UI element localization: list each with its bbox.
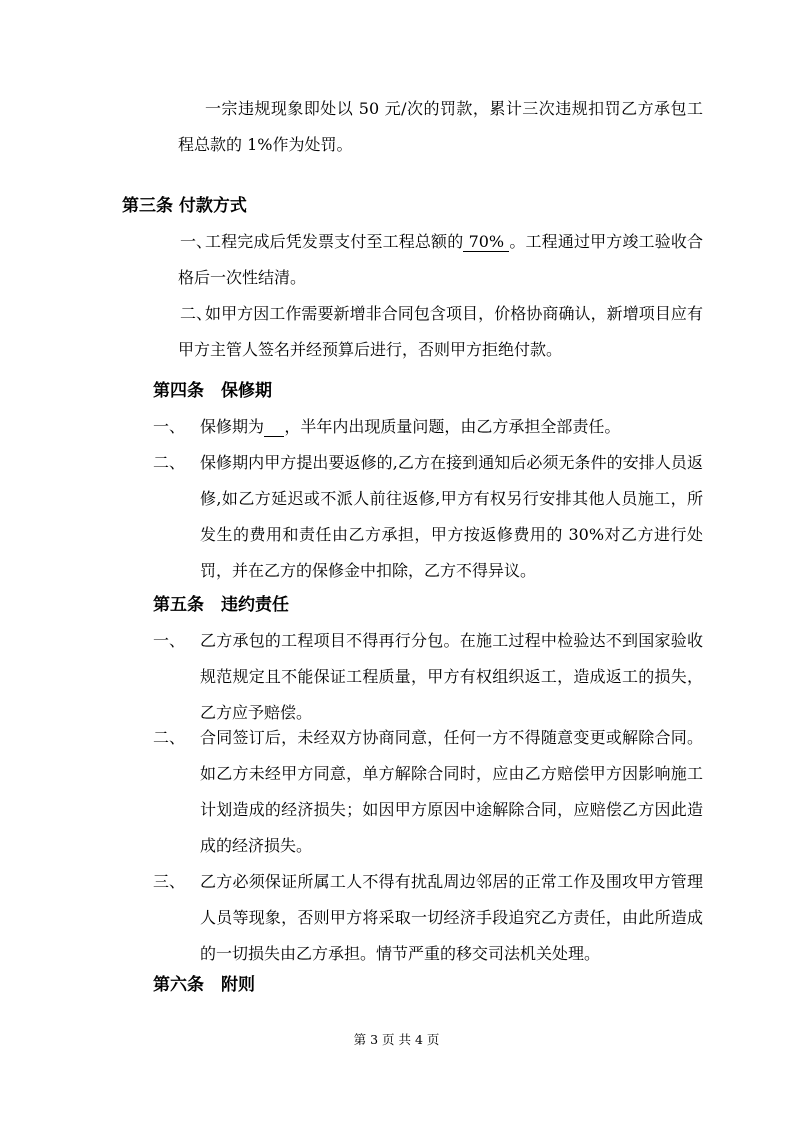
item-text: 保修期内甲方提出要返修的,乙方在接到通知后必须无条件的安排人员返修,如乙方延迟或不派人前往返修,甲方有权另行安排其他人员施工，所发生的费用和责任由乙方承担，甲方按返修费用的 30%对乙方进行处罚，并在乙方的保修金中扣除，乙方不得异议。 [200, 453, 703, 580]
item-text: 。工程通过甲方竣工验收合格后一次性结清。 [178, 232, 703, 287]
section-heading-warranty: 第四条 保修期 [153, 381, 272, 401]
list-item [153, 864, 703, 972]
item-text: ，半年内出现质量问题，由乙方承担全部责任。 [284, 417, 621, 436]
section-heading-breach-liability: 第五条 违约责任 [153, 595, 289, 615]
item-number: 二、 [153, 728, 186, 747]
list-item [153, 445, 703, 589]
item-text: 乙方承包的工程项目不得再行分包。在施工过程中检验达不到国家验收规范规定且不能保证工程质量，甲方有权组织返工，造成返工的损失，乙方应予赔偿。 [200, 631, 703, 722]
item-number: 二、 [180, 304, 213, 323]
underlined-value: 70% [463, 232, 510, 251]
list-item [178, 224, 703, 296]
continuation-paragraph: 一宗违规现象即处以 50 元/次的罚款，累计三次违规扣罚乙方承包工程总款的 1%作为处罚。 [178, 99, 703, 154]
item-number: 一、 [180, 232, 213, 251]
item-text: 乙方必须保证所属工人不得有扰乱周边邻居的正常工作及围攻甲方管理人员等现象，否则甲方将采取一切经济手段追究乙方责任，由此所造成的一切损失由乙方承担。情节严重的移交司法机关处理。 [200, 872, 703, 963]
item-text: 工程完成后凭发票支付至工程总额的 [205, 232, 464, 251]
item-text: 合同签订后，未经双方协商同意，任何一方不得随意变更或解除合同。如乙方未经甲方同意，单方解除合同时，应由乙方赔偿甲方因影响施工计划造成的经济损失；如因甲方原因中途解除合同，应赔偿乙方因此造成的经济损失。 [200, 728, 703, 855]
list-item [178, 296, 703, 368]
list-item [153, 409, 703, 445]
page-number-footer: 第 3 页 共 4 页 [353, 1032, 440, 1047]
underlined-blank [264, 417, 284, 437]
list-item [153, 720, 703, 864]
item-text: 如甲方因工作需要新增非合同包含项目，价格协商确认，新增项目应有甲方主管人签名并经预算后进行，否则甲方拒绝付款。 [178, 304, 703, 359]
item-number: 二、 [153, 453, 186, 472]
item-text: 保修期为 [200, 417, 265, 436]
section-heading-supplementary: 第六条 附则 [153, 975, 255, 995]
item-number: 一、 [153, 417, 186, 436]
item-number: 一、 [153, 631, 186, 650]
item-number: 三、 [153, 872, 186, 891]
section-heading-payment: 第三条 付款方式 [122, 196, 247, 216]
list-item [153, 623, 703, 731]
